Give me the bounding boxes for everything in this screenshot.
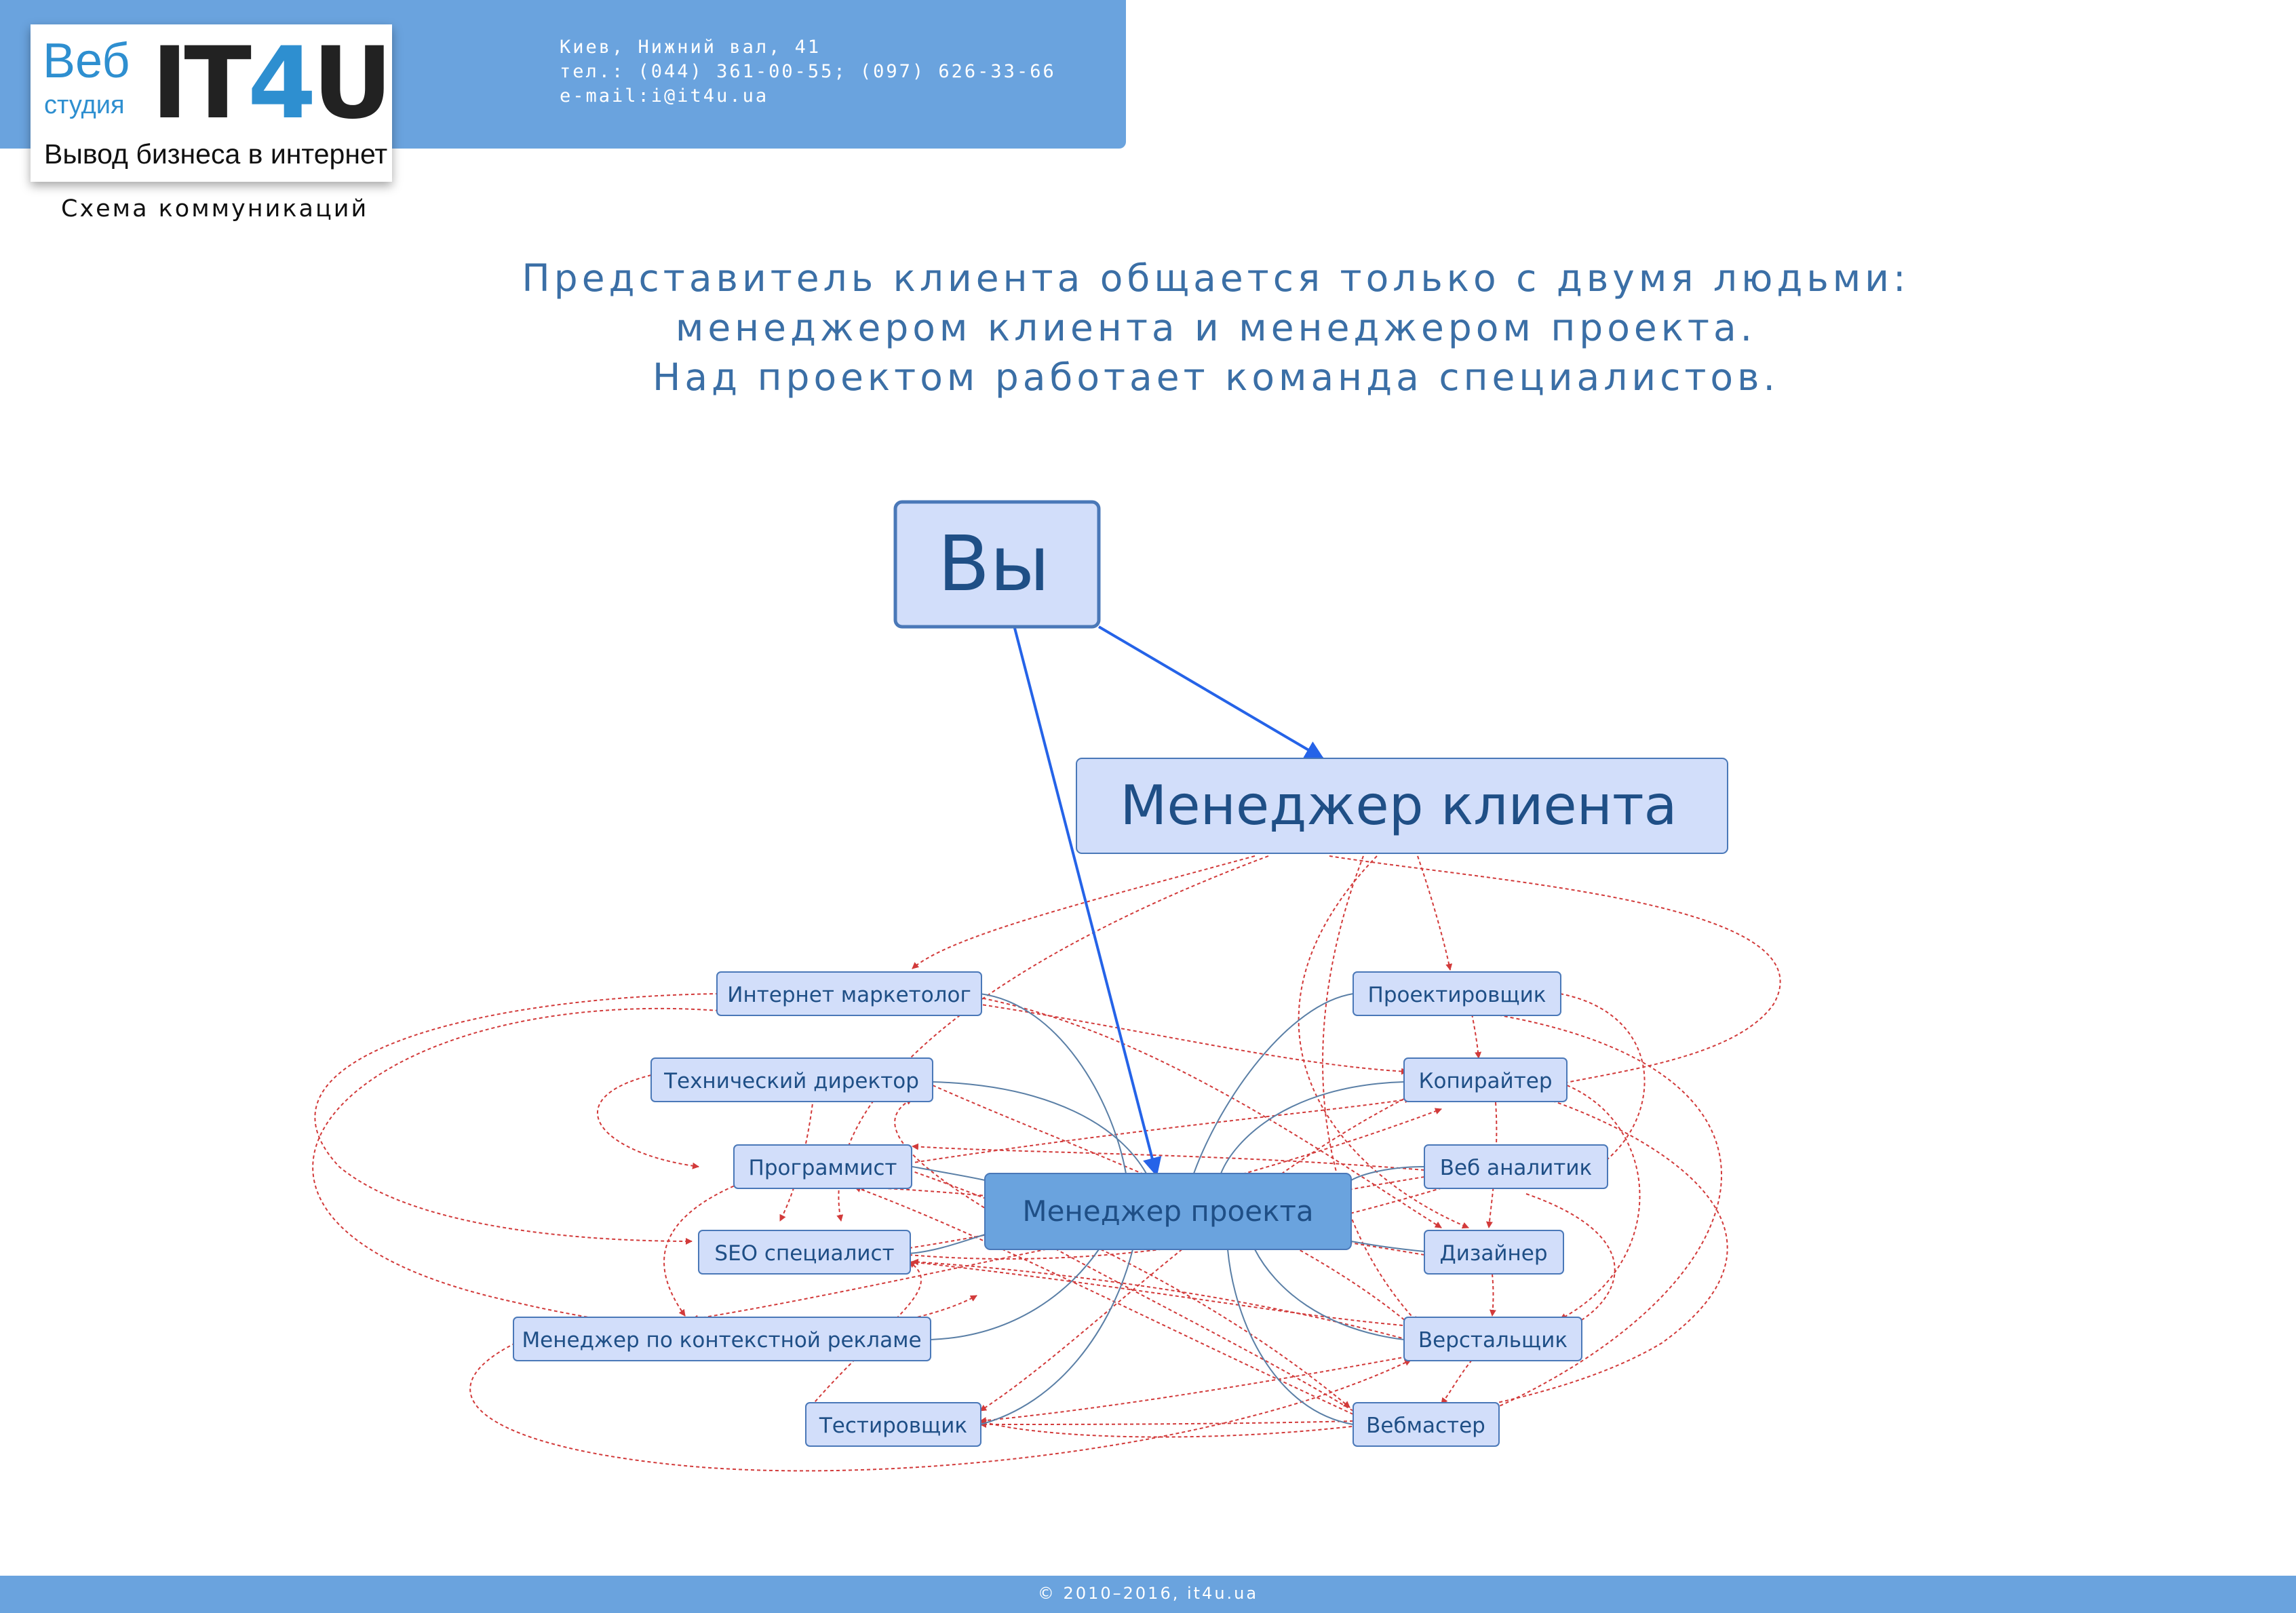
link-designer-to-layout — [1492, 1274, 1494, 1316]
node-webmaster-label: Вебмастер — [1366, 1414, 1485, 1438]
node-tester[interactable] — [806, 1403, 981, 1446]
logo-brand-u: U — [312, 26, 389, 141]
node-ppc-manager-label: Менеджер по контекстной рекламе — [522, 1328, 922, 1353]
link-layout-to-tester — [980, 1357, 1407, 1421]
team-link-webmaster — [1228, 1249, 1353, 1424]
node-you[interactable] — [895, 502, 1099, 627]
link-seo-to-coder — [909, 1262, 1411, 1326]
headline-line-1: Представитель клиента общается только с двумя людьми: — [522, 256, 1910, 300]
node-internet-marketer[interactable] — [717, 972, 981, 1015]
node-web-analyst-label: Веб аналитик — [1439, 1156, 1593, 1180]
contact-email[interactable]: e-mail:i@it4u.ua — [560, 85, 769, 106]
link-client-to-planner — [1418, 856, 1450, 970]
team-link-marketer — [980, 994, 1126, 1173]
node-seo-specialist-label: SEO специалист — [714, 1241, 895, 1266]
team-link-copy — [1221, 1082, 1404, 1173]
logo-veb: Веб — [43, 34, 130, 88]
node-designer-label: Дизайнер — [1439, 1241, 1548, 1266]
link-marketer-to-copy — [977, 1004, 1407, 1072]
link-marketer-loop-left — [315, 994, 719, 1241]
node-designer-planner[interactable] — [1353, 972, 1561, 1015]
node-copywriter-label: Копирайтер — [1418, 1069, 1553, 1093]
contact-address: Киев, Нижний вал, 41 — [560, 37, 821, 58]
logo-brand-4: 4 — [247, 26, 313, 141]
node-copywriter[interactable] — [1404, 1058, 1567, 1102]
node-programmer-label: Программист — [748, 1156, 897, 1180]
node-client-manager[interactable] — [1076, 758, 1728, 853]
node-layout-designer-label: Верстальщик — [1418, 1328, 1568, 1353]
node-client-manager-label: Менеджер клиента — [1120, 774, 1677, 837]
headline-line-3: Над проектом работает команда специалистов. — [653, 355, 1779, 399]
link-analyst-to-programmer — [912, 1146, 1424, 1170]
node-seo-specialist[interactable] — [699, 1230, 910, 1274]
node-programmer[interactable] — [734, 1145, 912, 1188]
node-webmaster[interactable] — [1353, 1403, 1499, 1446]
footer-bar — [0, 1576, 2296, 1613]
logo-slogan: Вывод бизнеса в интернет — [44, 138, 388, 170]
contact-phone: тел.: (044) 361-00-55; (097) 626-33-66 — [560, 61, 1056, 82]
link-layout-to-webmaster — [1441, 1360, 1472, 1404]
node-tester-label: Тестировщик — [819, 1414, 968, 1438]
link-planner-to-copy — [1472, 1014, 1479, 1058]
team-link-tester — [980, 1249, 1133, 1424]
footer-copyright: © 2010–2016, it4u.ua — [1037, 1584, 1259, 1603]
link-webmaster-to-tester — [980, 1421, 1353, 1424]
team-link-layout — [1255, 1249, 1404, 1340]
team-link-designer — [1351, 1241, 1424, 1251]
team-link-planner — [1194, 994, 1353, 1173]
node-tech-director[interactable] — [651, 1058, 933, 1102]
headline-line-2: менеджером клиента и менеджером проекта. — [675, 306, 1757, 349]
arrow-you-to-project-manager — [1015, 628, 1156, 1175]
node-project-manager-label: Менеджер проекта — [1022, 1194, 1314, 1228]
team-link-seo — [909, 1235, 985, 1254]
logo-studio: студия — [44, 91, 125, 119]
link-copy-to-tester — [980, 1099, 1404, 1411]
arrow-you-to-client-manager — [1099, 627, 1323, 758]
node-internet-marketer-label: Интернет маркетолог — [727, 983, 971, 1007]
link-client-loop-right — [1329, 856, 1781, 1085]
link-programmer-to-analyst — [909, 1099, 1411, 1163]
node-designer[interactable] — [1424, 1230, 1563, 1274]
link-client-to-marketer — [912, 856, 1255, 969]
node-ppc-manager[interactable] — [513, 1317, 931, 1361]
node-you-label: Вы — [937, 520, 1050, 608]
node-layout-designer[interactable] — [1404, 1317, 1582, 1361]
link-layout-to-seo — [912, 1262, 1407, 1340]
page-subtitle: Схема коммуникаций — [61, 195, 369, 222]
node-designer-planner-label: Проектировщик — [1367, 983, 1546, 1007]
team-link-analyst — [1351, 1167, 1424, 1180]
team-link-programmer — [912, 1167, 985, 1180]
node-project-manager[interactable] — [985, 1173, 1351, 1249]
node-web-analyst[interactable] — [1424, 1145, 1608, 1188]
primary-links — [1015, 627, 1323, 1175]
team-link-techdir — [933, 1082, 1146, 1173]
team-link-ppc — [931, 1249, 1099, 1340]
node-tech-director-label: Технический директор — [664, 1069, 919, 1093]
logo-brand-it: IT — [151, 26, 248, 141]
